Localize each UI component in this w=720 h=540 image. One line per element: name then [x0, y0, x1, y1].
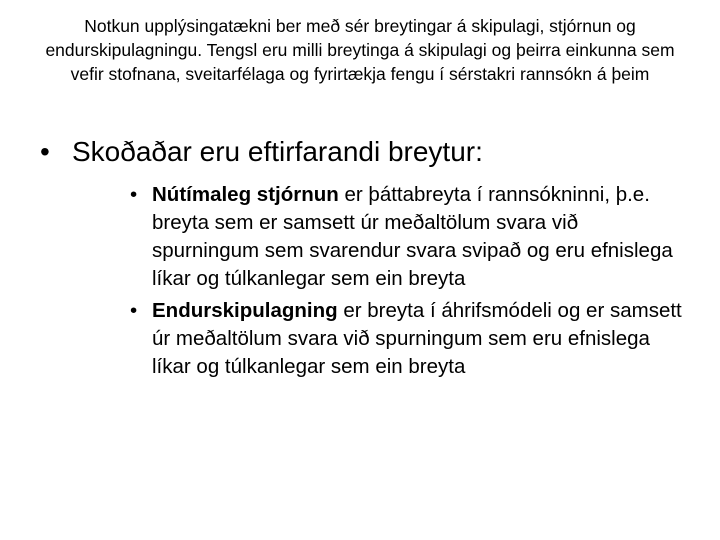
bullet-icon: • — [130, 299, 138, 322]
bullet-icon: • — [130, 183, 138, 206]
sub-bullet-item-nutimaleg-stjornun — [130, 181, 690, 293]
definition-nutimaleg-stjornun: er þáttabreyta í rannsókninni, þ.e. breyta sem er samsett úr meðaltölum svara við spurningum sem svarendur svara svipað og eru efnislega líkar og túlkanlegar sem ein breyta — [152, 183, 673, 290]
sub-bullet-item-endurskipulagning — [130, 297, 690, 381]
sub-bullet-list — [72, 181, 690, 381]
slide-title: Notkun upplýsingatækni ber með sér breytingar á skipulagi, stjórnun og endurskipulagningu. Tengsl eru milli breytinga á skipulagi og þeirra einkunna sem vefir stofnana, sveitarfélaga og fyrirtækja fengu í sérstakri rannsókn á þeim — [45, 16, 675, 84]
main-bullet-item — [40, 135, 690, 381]
term-nutimaleg-stjornun: Nútímaleg stjórnun — [152, 183, 339, 206]
main-point-text: Skoðaðar eru eftirfarandi breytur: — [72, 136, 483, 167]
definition-endurskipulagning: er breyta í áhrifsmódeli og er samsett úr meðaltölum svara við spurningum sem eru efnislega líkar og túlkanlegar sem ein breyta — [152, 299, 682, 378]
bullet-list — [40, 135, 690, 385]
term-endurskipulagning: Endurskipulagning — [152, 299, 338, 322]
bullet-icon: • — [40, 136, 50, 167]
